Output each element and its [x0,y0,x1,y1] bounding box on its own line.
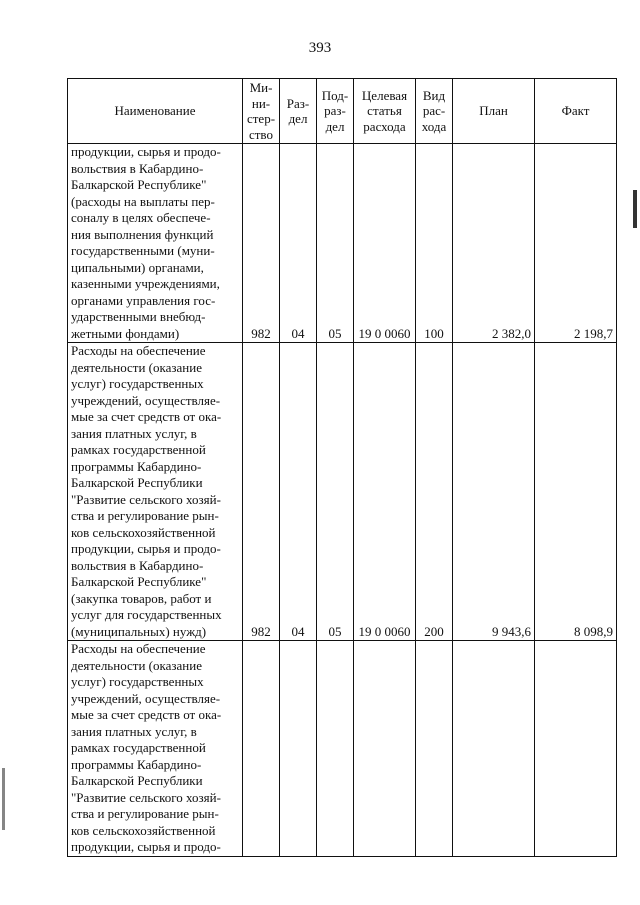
cell-name-line: ков сельскохозяйственной [71,822,216,838]
header-subsection [317,79,354,144]
header-ministry-line: ство [248,126,273,142]
table-row [68,641,617,857]
header-ministry-line: ни- [251,95,271,111]
cell-plan: 2 382,0 [453,144,535,343]
header-subsection-line: Под- [321,87,349,103]
cell-name-line: ства и регулирование рын- [71,806,219,821]
header-target-article-line: статья [367,103,402,119]
cell-name-line: ударственными внебюд- [71,309,206,324]
cell-name-line: органами управления гос- [71,292,216,308]
header-section-line: дел [288,111,308,126]
table-row [68,144,617,343]
header-plan: План [453,79,535,144]
header-target-article [354,79,416,144]
budget-table [67,78,617,857]
cell-name-line: Расходы на обеспечение [71,641,206,656]
cell-name-line: соналу в целях обеспече- [71,210,211,225]
cell-section: 04 [280,144,317,343]
header-target-article-line: Целевая [361,87,408,103]
cell-name-line: вольствия в Кабардино- [71,557,204,573]
header-subsection-line: раз- [324,103,346,119]
cell-name-line: государственными (муни- [71,243,215,258]
cell-subsection: 05 [317,343,354,641]
cell-name-line: деятельности (оказание [71,359,202,375]
cell-subsection [317,641,354,857]
cell-name-line: мые за счет средств от ока- [71,409,222,424]
cell-name-line: ния выполнения функций [71,226,214,242]
header-row [68,79,617,144]
table-body [68,144,617,857]
header-fact: Факт [535,79,617,144]
cell-fact: 2 198,7 [535,144,617,343]
cell-name-line: (муниципальных) нужд) [71,623,207,639]
header-section [280,79,317,144]
cell-name-line: жетными фондами) [71,325,180,341]
cell-name-line: ков сельскохозяйственной [71,524,216,540]
cell-name-line: (закупка товаров, работ и [71,590,212,606]
cell-name-line: зания платных услуг, в [71,425,197,441]
cell-ministry: 982 [243,343,280,641]
cell-plan [453,641,535,857]
cell-name-line: Расходы на обеспечение [71,343,206,358]
margin-mark [2,768,5,830]
cell-name-line: деятельности (оказание [71,657,202,673]
cell-section: 04 [280,343,317,641]
header-ministry-line: стер- [246,111,276,126]
cell-target-article: 19 0 0060 [354,343,416,641]
cell-name [68,641,243,857]
cell-target-article: 19 0 0060 [354,144,416,343]
cell-name-line: Балкарской Республики [71,773,203,788]
header-expense-type-line: хода [421,118,447,134]
cell-name-line: "Развитие сельского хозяй- [71,789,221,805]
cell-name-line: мые за счет средств от ока- [71,707,222,722]
cell-name-line: услуг для государственных [71,607,222,622]
cell-name-line: казенными учреждениями, [71,276,220,291]
cell-name-line: ства и регулирование рын- [71,508,219,523]
cell-name-line: вольствия в Кабардино- [71,160,204,176]
cell-name [68,144,243,343]
header-expense-type-line: рас- [422,103,446,119]
cell-name-line: "Развитие сельского хозяй- [71,491,221,507]
cell-fact [535,641,617,857]
header-expense-type-line: Вид [422,87,446,103]
cell-name-line: услуг) государственных [71,674,204,689]
cell-expense-type: 100 [416,144,453,343]
cell-expense-type [416,641,453,857]
cell-expense-type: 200 [416,343,453,641]
cell-name-line: Балкарской Республике" [71,574,207,589]
header-expense-type [416,79,453,144]
cell-name-line: продукции, сырья и продо- [71,144,221,159]
cell-subsection: 05 [317,144,354,343]
page-number: 393 [308,40,332,56]
cell-target-article [354,641,416,857]
cell-name-line: продукции, сырья и продо- [71,839,221,854]
cell-name-line: рамках государственной [71,442,206,457]
header-section-line: Раз- [286,95,310,111]
cell-plan: 9 943,6 [453,343,535,641]
cell-fact: 8 098,9 [535,343,617,641]
cell-name-line: Балкарской Республики [71,475,203,490]
margin-mark [633,190,637,228]
cell-ministry [243,641,280,857]
header-target-article-line: расхода [363,118,406,134]
cell-name-line: рамках государственной [71,740,206,755]
cell-section [280,641,317,857]
cell-name-line: учреждений, осуществляе- [71,392,221,408]
cell-name-line: ципальными) органами, [71,259,204,275]
table-row [68,343,617,641]
cell-name-line: зания платных услуг, в [71,723,197,739]
header-subsection-line: дел [325,118,345,134]
cell-name-line: Балкарской Республике" [71,177,207,192]
cell-name [68,343,243,641]
cell-name-line: программы Кабардино- [71,756,202,772]
cell-name-line: учреждений, осуществляе- [71,690,221,706]
cell-ministry: 982 [243,144,280,343]
cell-name-line: услуг) государственных [71,376,204,391]
cell-name-line: программы Кабардино- [71,458,202,474]
header-ministry-line: Ми- [249,80,273,95]
cell-name-line: продукции, сырья и продо- [71,541,221,556]
cell-name-line: (расходы на выплаты пер- [71,193,215,209]
header-ministry [243,79,280,144]
header-name: Наименование [68,79,243,144]
